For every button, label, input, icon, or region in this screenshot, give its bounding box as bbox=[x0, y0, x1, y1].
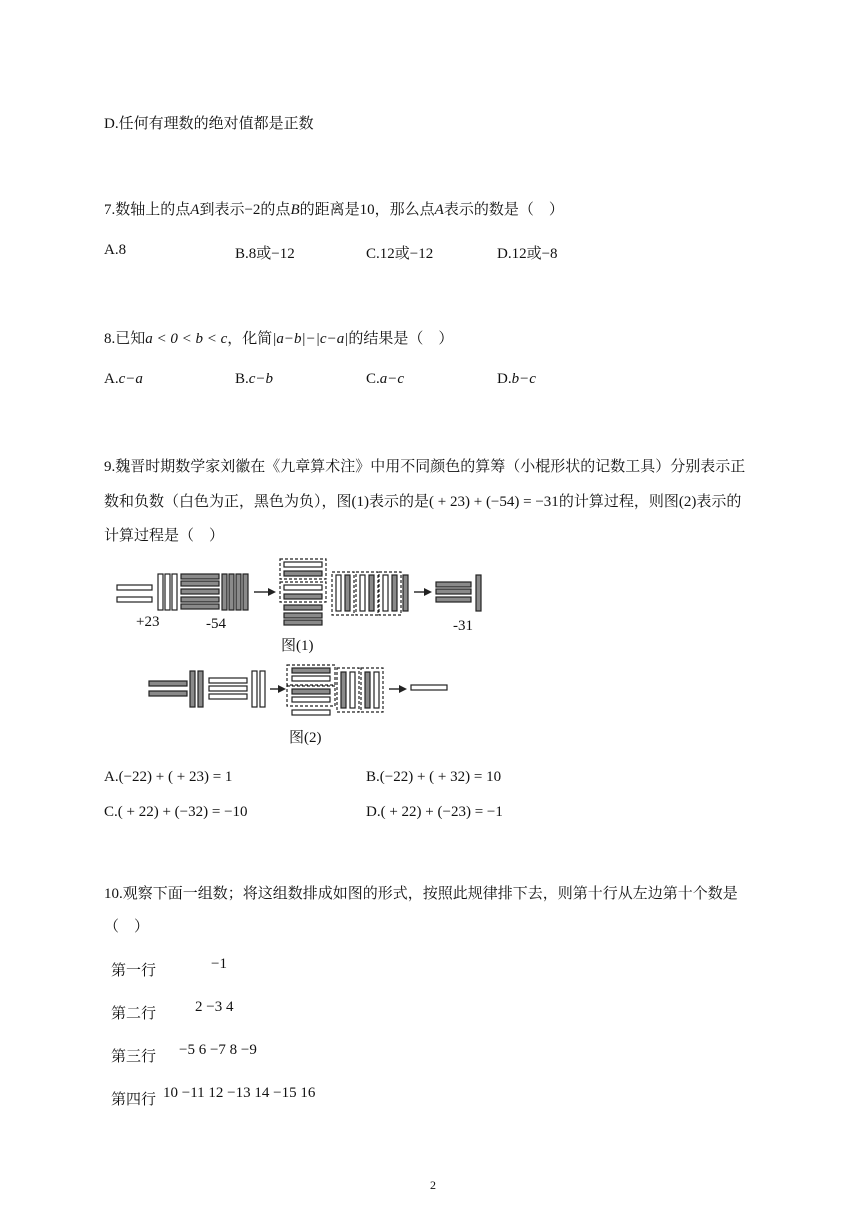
q10-row-4-values: 10 −11 12 −13 14 −15 16 bbox=[163, 1085, 316, 1101]
q7-option-a: A.8 bbox=[104, 242, 127, 258]
q10-row-3-values: −5 6 −7 8 −9 bbox=[179, 1042, 257, 1058]
fig1-label-minus31: -31 bbox=[453, 618, 473, 634]
fig1-caption: 图(1) bbox=[281, 638, 314, 654]
q10-row-2-values: 2 −3 4 bbox=[195, 999, 234, 1015]
page-number: 2 bbox=[430, 1178, 436, 1192]
fig1-label-minus54: -54 bbox=[206, 616, 226, 632]
q7-option-b: B.8或−12 bbox=[235, 246, 295, 262]
fig1-label-plus23: +23 bbox=[136, 614, 160, 630]
q7-option-d: D.12或−8 bbox=[497, 246, 558, 262]
rod-white bbox=[165, 574, 170, 610]
q10-row-3-label: 第三行 bbox=[111, 1049, 157, 1065]
q8-option-b: B.c−b bbox=[235, 371, 274, 387]
q9-line3: 计算过程是（ ） bbox=[104, 528, 225, 544]
q9-line2: 数和负数（白色为正，黑色为负），图(1)表示的是( + 23) + (−54) = −31的计算过程，则图(2)表示的 bbox=[104, 494, 742, 510]
q9-option-b: B.(−22) + ( + 32) = 10 bbox=[366, 769, 502, 785]
q8-option-c: C.a−c bbox=[366, 371, 405, 387]
q10-line1: 10.观察下面一组数；将这组数排成如图的形式，按照此规律排下去，则第十行从左边第十个数是 bbox=[104, 886, 738, 902]
q9-option-d: D.( + 22) + (−23) = −1 bbox=[366, 804, 503, 820]
q10-row-1-values: −1 bbox=[211, 956, 227, 972]
q10-row-2-label: 第二行 bbox=[111, 1006, 157, 1022]
q8-option-d: D.b−c bbox=[497, 371, 536, 387]
q8-option-a: A.c−a bbox=[104, 371, 143, 387]
q9-option-c: C.( + 22) + (−32) = −10 bbox=[104, 804, 248, 820]
fig2-caption: 图(2) bbox=[289, 730, 322, 746]
q10-row-4-label: 第四行 bbox=[111, 1092, 157, 1108]
rod-white bbox=[158, 574, 163, 610]
q6-option-d: D.任何有理数的绝对值都是正数 bbox=[104, 116, 314, 132]
q7-option-c: C.12或−12 bbox=[366, 246, 434, 262]
rod-white bbox=[117, 585, 152, 590]
q9-option-a: A.(−22) + ( + 23) = 1 bbox=[104, 769, 233, 785]
rod-white bbox=[172, 574, 177, 610]
q10-row-1-label: 第一行 bbox=[111, 963, 157, 979]
q10-line2: （ ） bbox=[104, 919, 150, 935]
rod-white bbox=[117, 597, 152, 602]
q7-stem: 7.数轴上的点A到表示−2的点B的距离是10，那么点A表示的数是（ ） bbox=[104, 202, 564, 218]
q9-line1: 9.魏晋时期数学家刘徽在《九章算术注》中用不同颜色的算筹（小棍形状的记数工具）分别表示正 bbox=[104, 459, 746, 475]
q8-stem: 8.已知a < 0 < b < c，化简|a−b|−|c−a|的结果是（ ） bbox=[104, 331, 454, 347]
